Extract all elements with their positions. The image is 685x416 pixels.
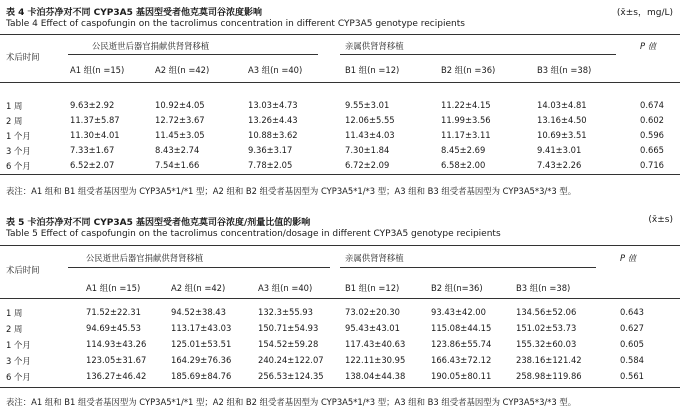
table-cell: 13.03±4.73 [248, 100, 298, 110]
table-cell: 11.45±3.05 [155, 130, 205, 140]
table-cell: 238.16±121.42 [516, 355, 582, 365]
group-header-deceased: 公民逝世后器官捐献供肾肾移植 [86, 253, 204, 263]
row-time: 3 个月 [6, 146, 31, 156]
bottom-rule [0, 387, 680, 388]
table-cell: 185.69±84.76 [171, 371, 232, 381]
table-cell: 7.43±2.26 [537, 160, 582, 170]
table-cell: 71.52±22.31 [86, 307, 141, 317]
table-cell: 123.86±55.74 [431, 339, 492, 349]
table-cell: 13.16±4.50 [537, 115, 587, 125]
table-cell: 7.54±1.66 [155, 160, 200, 170]
table-4 [0, 0, 685, 200]
row-time: 2 周 [6, 324, 23, 334]
row-time: 6 个月 [6, 161, 31, 171]
table-title-en: Table 4 Effect of caspofungin on the tacrolimus concentration in different CYP3A5 genotype recipients [6, 19, 465, 29]
col-header: A1 组(n =15) [70, 65, 125, 75]
table-cell: 7.30±1.84 [345, 145, 390, 155]
table-5 [0, 210, 685, 416]
group-header-living: 亲属供肾肾移植 [345, 41, 404, 51]
p-value: 0.561 [620, 371, 644, 381]
table-cell: 14.03±4.81 [537, 100, 587, 110]
p-value: 0.665 [640, 145, 664, 155]
table-cell: 151.02±53.73 [516, 323, 577, 333]
table-cell: 190.05±80.11 [431, 371, 492, 381]
stub-header: 术后时间 [6, 52, 40, 62]
table-cell: 13.26±4.43 [248, 115, 298, 125]
table-cell: 10.69±3.51 [537, 130, 587, 140]
table-cell: 113.17±43.03 [171, 323, 232, 333]
table-cell: 240.24±122.07 [258, 355, 324, 365]
p-value: 0.584 [620, 355, 644, 365]
col-header: A1 组(n =15) [86, 283, 141, 293]
table-cell: 94.69±45.53 [86, 323, 141, 333]
table-cell: 73.02±20.30 [345, 307, 400, 317]
col-header: A2 组(n =42) [171, 283, 226, 293]
table-cell: 11.17±3.11 [441, 130, 491, 140]
table-cell: 12.72±3.67 [155, 115, 205, 125]
table-cell: 125.01±53.51 [171, 339, 232, 349]
table-cell: 150.71±54.93 [258, 323, 319, 333]
table-cell: 123.05±31.67 [86, 355, 147, 365]
table-cell: 11.43±4.03 [345, 130, 395, 140]
table-cell: 164.29±76.36 [171, 355, 232, 365]
col-header: B3 组(n =38) [516, 283, 571, 293]
p-value: 0.643 [620, 307, 644, 317]
row-time: 1 周 [6, 101, 23, 111]
table-cell: 9.41±3.01 [537, 145, 582, 155]
top-rule [0, 34, 680, 35]
table-cell: 7.33±1.67 [70, 145, 115, 155]
header-rule [0, 82, 680, 83]
group-underline-deceased [68, 54, 318, 55]
table-cell: 11.30±4.01 [70, 130, 120, 140]
p-value: 0.602 [640, 115, 664, 125]
table-cell: 132.3±55.93 [258, 307, 313, 317]
col-header: B1 组(n =12) [345, 65, 400, 75]
top-rule [0, 245, 680, 246]
table-cell: 8.43±2.74 [155, 145, 200, 155]
table-cell: 6.58±2.00 [441, 160, 486, 170]
table-cell: 11.99±3.56 [441, 115, 491, 125]
table-cell: 138.04±44.38 [345, 371, 406, 381]
table-cell: 136.27±46.42 [86, 371, 147, 381]
bottom-rule [0, 174, 680, 175]
col-header: B2 组(n =36) [441, 65, 496, 75]
p-value: 0.596 [640, 130, 664, 140]
table-cell: 256.53±124.35 [258, 371, 324, 381]
table-cell: 114.93±43.26 [86, 339, 147, 349]
table-cell: 9.36±3.17 [248, 145, 293, 155]
table-cell: 9.63±2.92 [70, 100, 115, 110]
group-underline-deceased [68, 267, 330, 268]
table-cell: 11.22±4.15 [441, 100, 491, 110]
header-rule [0, 298, 680, 299]
table-cell: 12.06±5.55 [345, 115, 395, 125]
table-cell: 154.52±59.28 [258, 339, 319, 349]
table-cell: 8.45±2.69 [441, 145, 486, 155]
group-header-deceased: 公民逝世后器官捐献供肾肾移植 [92, 41, 210, 51]
table-title-cn: 表 5 卡泊芬净对不同 CYP3A5 基因型受者他克莫司谷浓度/剂量比值的影响 [6, 218, 311, 228]
table-note: 表注：A1 组和 B1 组受者基因型为 CYP3A5*1/*1 型；A2 组和 B2 组受者基因型为 CYP3A5*1/*3 型；A3 组和 B3 组受者基因型为 CYP3A5*3/*3 型。 [6, 397, 577, 407]
table-cell: 115.08±44.15 [431, 323, 492, 333]
table-unit: (x̄±s，mg/L) [616, 8, 673, 18]
row-time: 1 周 [6, 308, 23, 318]
table-cell: 122.11±30.95 [345, 355, 406, 365]
p-header: P 值 [620, 253, 637, 263]
p-header: P 值 [640, 41, 657, 51]
table-cell: 10.92±4.05 [155, 100, 205, 110]
table-cell: 93.43±42.00 [431, 307, 486, 317]
table-cell: 11.37±5.87 [70, 115, 120, 125]
table-cell: 9.55±3.01 [345, 100, 390, 110]
col-header: B3 组(n =38) [537, 65, 592, 75]
group-underline-living [340, 267, 596, 268]
table-cell: 155.32±60.03 [516, 339, 577, 349]
row-time: 3 个月 [6, 356, 31, 366]
table-unit: (x̄±s) [648, 215, 673, 225]
table-cell: 10.88±3.62 [248, 130, 298, 140]
p-value: 0.674 [640, 100, 664, 110]
p-value: 0.605 [620, 339, 644, 349]
table-title-cn: 表 4 卡泊芬净对不同 CYP3A5 基因型受者他克莫司谷浓度影响 [6, 8, 263, 18]
table-cell: 6.72±2.09 [345, 160, 390, 170]
table-cell: 7.78±2.05 [248, 160, 293, 170]
table-cell: 134.56±52.06 [516, 307, 577, 317]
col-header: A3 组(n =40) [248, 65, 303, 75]
table-cell: 166.43±72.12 [431, 355, 492, 365]
group-underline-living [340, 54, 616, 55]
p-value: 0.716 [640, 160, 664, 170]
row-time: 2 周 [6, 116, 23, 126]
col-header: A3 组(n =40) [258, 283, 313, 293]
row-time: 1 个月 [6, 131, 31, 141]
col-header: B2 组(n=36) [431, 283, 483, 293]
table-cell: 95.43±43.01 [345, 323, 400, 333]
table-cell: 94.52±38.43 [171, 307, 226, 317]
table-note: 表注：A1 组和 B1 组受者基因型为 CYP3A5*1/*1 型；A2 组和 B2 组受者基因型为 CYP3A5*1/*3 型；A3 组和 B3 组受者基因型为 CYP3A5*3/*3 型。 [6, 186, 577, 196]
col-header: A2 组(n =42) [155, 65, 210, 75]
group-header-living: 亲属供肾肾移植 [345, 253, 404, 263]
row-time: 1 个月 [6, 340, 31, 350]
row-time: 6 个月 [6, 372, 31, 382]
col-header: B1 组(n =12) [345, 283, 400, 293]
p-value: 0.627 [620, 323, 644, 333]
table-title-en: Table 5 Effect of caspofungin on the tacrolimus concentration/dosage in different CYP3A5 genotype recipients [6, 229, 501, 239]
stub-header: 术后时间 [6, 265, 40, 275]
table-cell: 117.43±40.63 [345, 339, 406, 349]
table-cell: 258.98±119.86 [516, 371, 582, 381]
table-cell: 6.52±2.07 [70, 160, 115, 170]
